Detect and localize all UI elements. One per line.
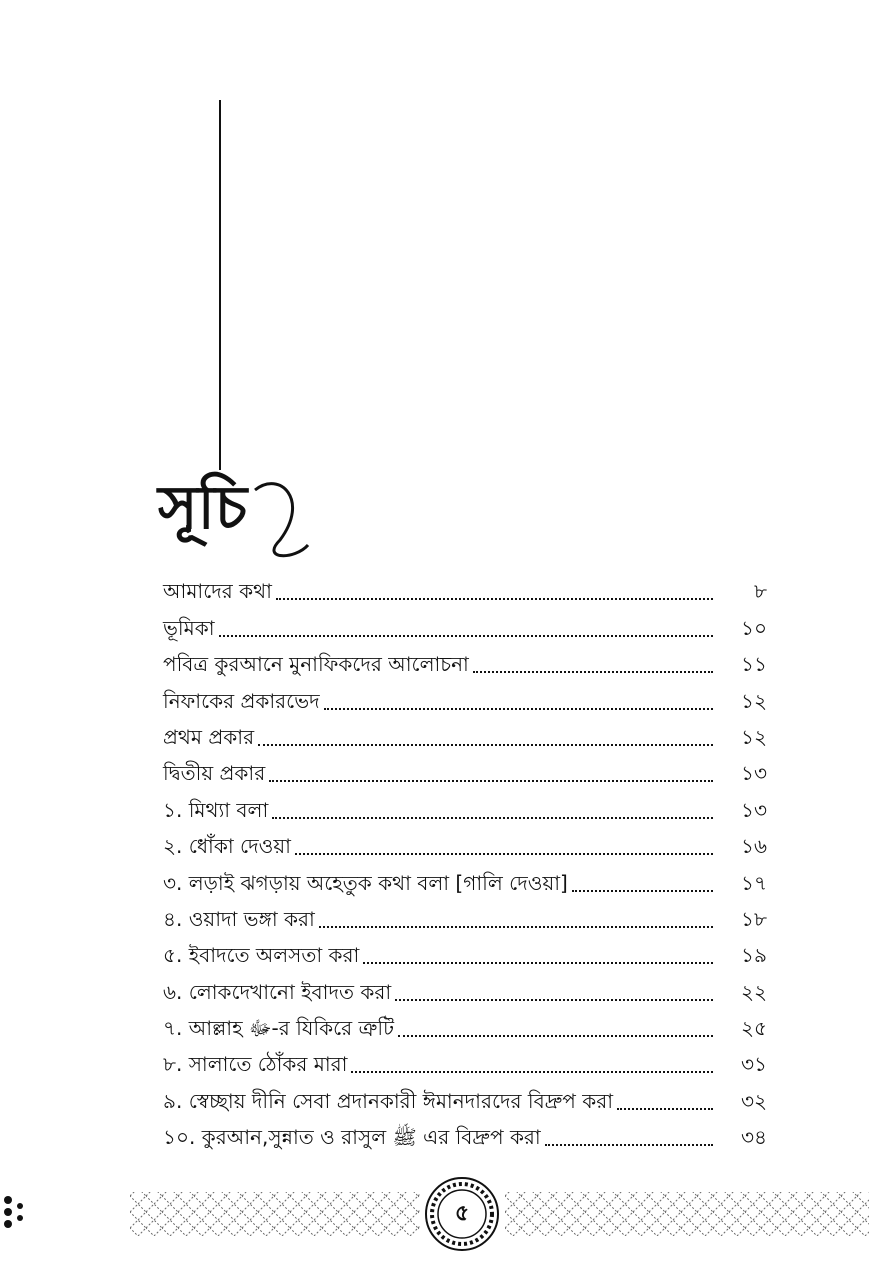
toc-leader-dots	[324, 708, 713, 710]
toc-entry-title: ৭. আল্লাহ ﷻ-র যিকিরে ত্রুটি	[163, 1016, 394, 1041]
toc-entry-title: দ্বিতীয় প্রকার	[163, 761, 266, 786]
toc-entry-page: ১৩	[741, 797, 767, 822]
toc-entry-page: ৮	[754, 579, 767, 604]
page-number: ৫	[454, 1200, 470, 1226]
toc-heading: সূচি	[158, 473, 248, 543]
toc-entry-title: ৪. ওয়াদা ভঙ্গা করা	[163, 906, 315, 931]
toc-entry	[163, 1116, 767, 1152]
toc-entry-page: ১৬	[741, 834, 767, 859]
toc-entry-page: ১৯	[741, 943, 767, 968]
toc-entry-page: ১৮	[741, 906, 767, 931]
toc-entry	[163, 898, 767, 934]
toc-entry	[163, 606, 767, 642]
toc-entry	[163, 752, 767, 788]
toc-entry	[163, 1079, 767, 1115]
toc-entry	[163, 1043, 767, 1079]
toc-entry	[163, 934, 767, 970]
toc-leader-dots	[351, 1071, 713, 1073]
toc-entry-page: ৩১	[741, 1052, 767, 1077]
toc-leader-dots	[572, 890, 713, 892]
toc-leader-dots	[269, 780, 713, 782]
toc-entry	[163, 825, 767, 861]
toc-entry-page: ১২	[741, 688, 767, 713]
toc-entry-title: আমাদের কথা	[163, 579, 272, 604]
toc-entry-title: ১০. কুরআন,সুন্নাত ও রাসুল ﷺ এর বিদ্রুপ করা	[163, 1125, 541, 1150]
toc-leader-dots	[545, 1144, 713, 1146]
footer-pattern-right	[505, 1188, 869, 1240]
toc-entry-page: ১০	[741, 615, 767, 640]
toc-entry-title: নিফাকের প্রকারভেদ	[163, 688, 320, 713]
toc-entry	[163, 1007, 767, 1043]
toc-entry-title: প্রথম প্রকার	[163, 724, 255, 749]
decorative-vertical-line	[219, 100, 221, 470]
table-of-contents	[163, 570, 767, 1152]
toc-entry-title: পবিত্র কুরআনে মুনাফিকদের আলোচনা	[163, 652, 469, 677]
toc-leader-dots	[219, 635, 713, 637]
toc-entry-title: ৮. সালাতে ঠোঁকর মারা	[163, 1052, 348, 1077]
toc-entry-page: ১২	[741, 724, 767, 749]
toc-entry-title: ২. ধোঁকা দেওয়া	[163, 834, 291, 859]
toc-leader-dots	[258, 744, 713, 746]
toc-leader-dots	[395, 999, 713, 1001]
toc-entry	[163, 861, 767, 897]
toc-entry	[163, 643, 767, 679]
edge-ornament	[0, 1192, 30, 1232]
toc-entry	[163, 570, 767, 606]
toc-leader-dots	[617, 1108, 713, 1110]
toc-leader-dots	[473, 671, 713, 673]
toc-leader-dots	[272, 817, 713, 819]
toc-entry-page: ২৫	[741, 1016, 767, 1041]
toc-entry-page: ২২	[740, 979, 767, 1004]
toc-entry-title: ১. মিথ্যা বলা	[163, 797, 269, 822]
toc-leader-dots	[276, 598, 713, 600]
toc-entry-title: ভূমিকা	[163, 615, 215, 640]
toc-entry-page: ৩৪	[741, 1125, 767, 1150]
toc-entry-page: ১৩	[741, 761, 767, 786]
toc-entry-page: ৩২	[740, 1088, 767, 1113]
toc-entry-title: ৫. ইবাদতে অলসতা করা	[163, 943, 360, 968]
toc-entry-page: ১১	[741, 652, 767, 677]
toc-leader-dots	[398, 1035, 713, 1037]
toc-leader-dots	[363, 962, 713, 964]
toc-entry	[163, 679, 767, 715]
toc-entry	[163, 716, 767, 752]
toc-leader-dots	[319, 926, 713, 928]
toc-entry	[163, 788, 767, 824]
toc-entry-page: ১৭	[741, 870, 767, 895]
toc-entry-title: ৩. লড়াই ঝগড়ায় অহেতুক কথা বলা [গালি দেওয়া]	[163, 870, 568, 895]
toc-entry-title: ৬. লোকদেখানো ইবাদত করা	[163, 979, 392, 1004]
toc-entry	[163, 970, 767, 1006]
toc-leader-dots	[295, 853, 713, 855]
footer-pattern-left	[130, 1188, 420, 1240]
toc-entry-title: ৯. স্বেচ্ছায় দীনি সেবা প্রদানকারী ঈমানদারদের বিদ্রুপ করা	[163, 1088, 614, 1113]
